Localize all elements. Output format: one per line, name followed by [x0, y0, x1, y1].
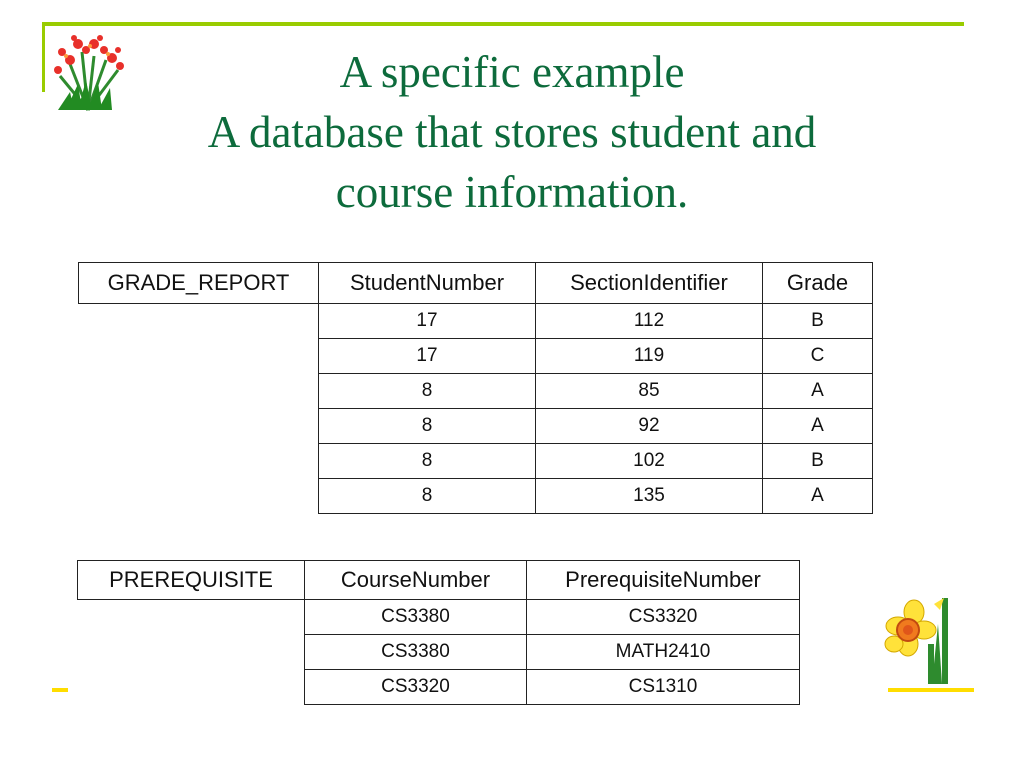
blank-cell: [79, 339, 319, 374]
relation-name: PREREQUISITE: [78, 561, 305, 600]
prerequisite-table: [77, 560, 800, 705]
grade-cell: C: [763, 339, 873, 374]
blank-cell: [79, 374, 319, 409]
student-number-cell: 8: [319, 479, 536, 514]
table-row: [79, 409, 873, 444]
section-identifier-cell: 92: [536, 409, 763, 444]
title-line-1: A specific example: [339, 47, 685, 97]
blank-cell: [79, 479, 319, 514]
student-number-cell: 8: [319, 374, 536, 409]
grade-report-table: [78, 262, 873, 514]
grade-cell: A: [763, 409, 873, 444]
table-row: [79, 304, 873, 339]
table-header-row: [79, 263, 873, 304]
section-identifier-cell: 85: [536, 374, 763, 409]
grade-cell: B: [763, 304, 873, 339]
table-row: [79, 374, 873, 409]
section-identifier-cell: 135: [536, 479, 763, 514]
grade-cell: A: [763, 479, 873, 514]
prerequisite-number-cell: CS3320: [527, 600, 800, 635]
prerequisite-number-cell: CS1310: [527, 670, 800, 705]
blank-cell: [79, 444, 319, 479]
blank-cell: [78, 670, 305, 705]
grade-cell: A: [763, 374, 873, 409]
table-row: [78, 635, 800, 670]
title-line-3: course information.: [335, 167, 689, 217]
course-number-cell: CS3320: [305, 670, 527, 705]
table-row: [79, 444, 873, 479]
column-header: CourseNumber: [305, 561, 527, 600]
top-accent-rule: [42, 22, 964, 26]
bottom-left-accent-rule: [52, 688, 68, 692]
course-number-cell: CS3380: [305, 600, 527, 635]
column-header: Grade: [763, 263, 873, 304]
table-row: [78, 600, 800, 635]
table-row: [78, 670, 800, 705]
student-number-cell: 17: [319, 304, 536, 339]
blank-cell: [79, 409, 319, 444]
left-accent-rule: [42, 26, 45, 92]
column-header: SectionIdentifier: [536, 263, 763, 304]
bottom-right-accent-rule: [888, 688, 974, 692]
student-number-cell: 8: [319, 409, 536, 444]
column-header: StudentNumber: [319, 263, 536, 304]
course-number-cell: CS3380: [305, 635, 527, 670]
slide-title: [60, 42, 964, 222]
daffodil-icon: [884, 594, 956, 688]
student-number-cell: 8: [319, 444, 536, 479]
grade-cell: B: [763, 444, 873, 479]
blank-cell: [79, 304, 319, 339]
blank-cell: [78, 600, 305, 635]
relation-name: GRADE_REPORT: [79, 263, 319, 304]
prerequisite-number-cell: MATH2410: [527, 635, 800, 670]
blank-cell: [78, 635, 305, 670]
student-number-cell: 17: [319, 339, 536, 374]
title-line-2: A database that stores student and: [207, 107, 817, 157]
section-identifier-cell: 119: [536, 339, 763, 374]
table-row: [79, 479, 873, 514]
section-identifier-cell: 112: [536, 304, 763, 339]
section-identifier-cell: 102: [536, 444, 763, 479]
table-header-row: [78, 561, 800, 600]
column-header: PrerequisiteNumber: [527, 561, 800, 600]
table-row: [79, 339, 873, 374]
